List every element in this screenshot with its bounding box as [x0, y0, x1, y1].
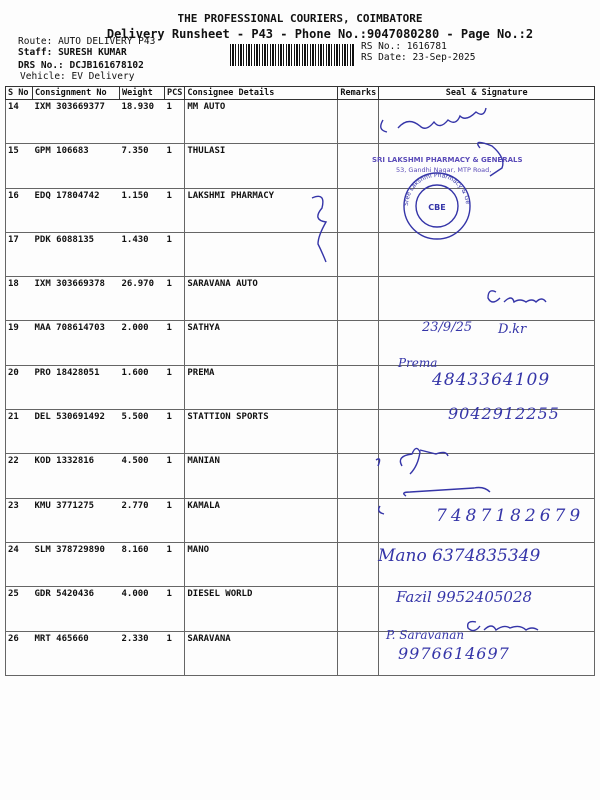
cell-consignee: PREMA	[185, 365, 338, 409]
cell-consignee: MM AUTO	[185, 100, 338, 144]
handwriting-row24-note: Mano 6374835349	[378, 546, 541, 566]
handwriting-row26-phone: 9976614697	[398, 644, 510, 663]
signature-row14	[381, 108, 486, 132]
cell-consignment: MAA 708614703	[33, 321, 120, 365]
cell-consignee: SARAVANA	[185, 631, 338, 675]
cell-pcs: 1	[165, 587, 185, 631]
col-weight-header: Weight	[120, 87, 165, 100]
cell-pcs: 1	[165, 454, 185, 498]
seal-ring-text: Sree Lakshmi Pharmacy & Ge	[402, 171, 471, 207]
cell-weight: 7.350	[120, 144, 165, 188]
cell-consignment: GDR 5420436	[33, 587, 120, 631]
cell-pcs: 1	[165, 321, 185, 365]
signature-row26	[468, 622, 538, 631]
cell-consignment: IXM 303669378	[33, 277, 120, 321]
cell-sno: 20	[6, 365, 33, 409]
cell-weight: 5.500	[120, 410, 165, 454]
rs-no-label: RS No.:	[361, 41, 402, 52]
cell-pcs: 1	[165, 542, 185, 586]
cell-pcs: 1	[165, 232, 185, 276]
cell-weight: 2.000	[120, 321, 165, 365]
col-signature-header: Seal & Signature	[379, 87, 595, 100]
cell-pcs: 1	[165, 277, 185, 321]
cell-sno: 14	[6, 100, 33, 144]
handwriting-row26-name: P. Saravanan	[386, 628, 465, 642]
cell-weight: 26.970	[120, 277, 165, 321]
cell-consignee: SATHYA	[185, 321, 338, 365]
cell-pcs: 1	[165, 144, 185, 188]
col-sno-header: S No	[6, 87, 33, 100]
cell-consignment: KMU 3771275	[33, 498, 120, 542]
route-value: AUTO DELIVERY P43	[58, 36, 156, 47]
cell-pcs: 1	[165, 365, 185, 409]
handwriting-row19-initials: D.kr	[498, 322, 527, 337]
cell-weight: 1.600	[120, 365, 165, 409]
col-consignment-header: Consignment No	[33, 87, 120, 100]
seal-center-text: CBE	[428, 203, 446, 212]
staff-value: SURESH KUMAR	[58, 47, 127, 58]
cell-pcs: 1	[165, 100, 185, 144]
cell-consignment: MRT 465660	[33, 631, 120, 675]
cell-consignee: DIESEL WORLD	[185, 587, 338, 631]
handwriting-row25-note: Fazil 9952405028	[396, 588, 533, 606]
cell-weight: 4.000	[120, 587, 165, 631]
cell-pcs: 1	[165, 188, 185, 232]
cell-weight: 8.160	[120, 542, 165, 586]
stamp-line1: SRI LAKSHMI PHARMACY & GENERALS	[372, 156, 523, 164]
vehicle-value: EV Delivery	[71, 71, 135, 82]
route-label: Route:	[18, 36, 53, 47]
signature-row17	[312, 196, 326, 262]
handwriting-row20-name: Prema	[398, 356, 438, 370]
cell-weight: 18.930	[120, 100, 165, 144]
cell-consignee: THULASI	[185, 144, 338, 188]
cell-sno: 17	[6, 232, 33, 276]
cell-sno: 21	[6, 410, 33, 454]
cell-consignment: GPM 106683	[33, 144, 120, 188]
vehicle-label: Vehicle:	[20, 71, 66, 82]
cell-weight: 2.770	[120, 498, 165, 542]
cell-consignment: PRO 18428051	[33, 365, 120, 409]
cell-weight: 1.430	[120, 232, 165, 276]
rs-no-value: 1616781	[406, 41, 447, 52]
drs-value: DCJB161678102	[69, 60, 144, 71]
cell-sno: 16	[6, 188, 33, 232]
cell-pcs: 1	[165, 498, 185, 542]
signature-row18	[488, 291, 546, 302]
cell-consignment: IXM 303669377	[33, 100, 120, 144]
cell-sno: 15	[6, 144, 33, 188]
cell-consignee: SARAVANA AUTO	[185, 277, 338, 321]
cell-consignment: DEL 530691492	[33, 410, 120, 454]
cell-consignee: KAMALA	[185, 498, 338, 542]
cell-consignment: KOD 1332816	[33, 454, 120, 498]
cell-pcs: 1	[165, 631, 185, 675]
col-pcs-header: PCS	[165, 87, 185, 100]
cell-consignee: LAKSHMI PHARMACY	[185, 188, 338, 232]
cell-weight: 4.500	[120, 454, 165, 498]
staff-label: Staff:	[18, 47, 53, 58]
cell-consignment: SLM 378729890	[33, 542, 120, 586]
cell-consignment: PDK 6088135	[33, 232, 120, 276]
cell-weight: 2.330	[120, 631, 165, 675]
cell-consignee: MANIAN	[185, 454, 338, 498]
cell-sno: 18	[6, 277, 33, 321]
cell-consignee: MANO	[185, 542, 338, 586]
runsheet-title: THE PROFESSIONAL COURIERS, COIMBATORE	[177, 12, 423, 25]
cell-sno: 22	[6, 454, 33, 498]
drs-label: DRS No.:	[18, 60, 64, 71]
handwriting-row19-date: 23/9/25	[422, 320, 473, 335]
rs-date-value: 23-Sep-2025	[412, 52, 476, 63]
handwriting-row20-phone: 4843364109	[432, 370, 551, 390]
cell-sno: 25	[6, 587, 33, 631]
col-remarks-header: Remarks	[338, 87, 379, 100]
cell-sno: 23	[6, 498, 33, 542]
cell-consignment: EDQ 17804742	[33, 188, 120, 232]
runsheet-subtitle: Delivery Runsheet - P43 - Phone No.:9047080280 - Page No.:2	[106, 27, 534, 41]
stamp-line2: 53, Gandhi Nagar, MTP Road,	[396, 166, 492, 174]
cell-sno: 26	[6, 631, 33, 675]
handwriting-row23-phone: 7487182679	[436, 506, 585, 526]
cell-sno: 19	[6, 321, 33, 365]
handwriting-row21-phone: 9042912255	[448, 404, 560, 423]
signature-row22	[376, 448, 448, 474]
cell-weight: 1.150	[120, 188, 165, 232]
rs-date-label: RS Date:	[361, 52, 407, 63]
col-consignee-header: Consignee Details	[185, 87, 338, 100]
cell-consignee: STATTION SPORTS	[185, 410, 338, 454]
cell-pcs: 1	[165, 410, 185, 454]
cell-sno: 24	[6, 542, 33, 586]
